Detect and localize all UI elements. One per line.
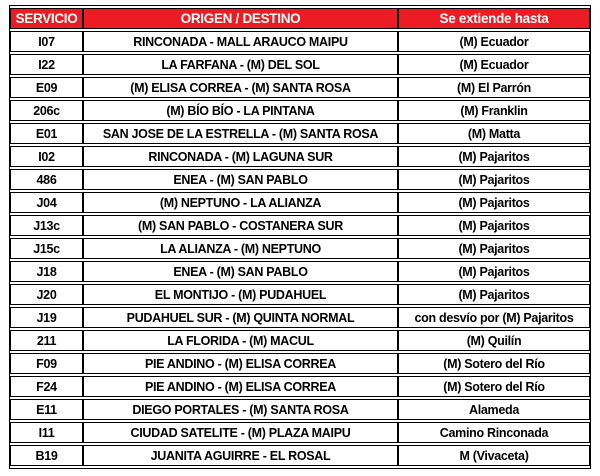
extension-cell: (M) Pajaritos (398, 238, 590, 259)
service-cell: B19 (10, 445, 83, 466)
bus-services-table (9, 5, 591, 469)
extension-cell: Camino Rinconada (398, 422, 590, 443)
extension-cell: (M) Ecuador (398, 31, 590, 52)
extension-cell: (M) Pajaritos (398, 146, 590, 167)
route-cell: (M) ELISA CORREA - (M) SANTA ROSA (83, 77, 398, 98)
route-cell: JUANITA AGUIRRE - EL ROSAL (83, 445, 398, 466)
table-row (10, 192, 590, 213)
service-cell: E01 (10, 123, 83, 144)
route-cell: RINCONADA - (M) LAGUNA SUR (83, 146, 398, 167)
service-cell: J13c (10, 215, 83, 236)
table-row (10, 376, 590, 397)
service-cell: J18 (10, 261, 83, 282)
extension-cell: M (Vivaceta) (398, 445, 590, 466)
extension-cell: (M) Pajaritos (398, 215, 590, 236)
extension-cell: (M) Pajaritos (398, 261, 590, 282)
service-cell: I07 (10, 31, 83, 52)
route-cell: ENEA - (M) SAN PABLO (83, 169, 398, 190)
extension-cell: (M) Sotero del Río (398, 376, 590, 397)
route-cell: LA FLORIDA - (M) MACUL (83, 330, 398, 351)
table-row (10, 238, 590, 259)
service-cell: 211 (10, 330, 83, 351)
service-cell: E09 (10, 77, 83, 98)
route-cell: RINCONADA - MALL ARAUCO MAIPU (83, 31, 398, 52)
service-cell: I02 (10, 146, 83, 167)
table-row (10, 100, 590, 121)
table-row (10, 31, 590, 52)
service-cell: J15c (10, 238, 83, 259)
extension-cell: (M) El Parrón (398, 77, 590, 98)
table-row (10, 353, 590, 374)
table-body (10, 31, 590, 466)
service-cell: E11 (10, 399, 83, 420)
extension-cell: (M) Pajaritos (398, 192, 590, 213)
service-cell: J04 (10, 192, 83, 213)
table-row (10, 169, 590, 190)
table-row (10, 330, 590, 351)
table-row (10, 284, 590, 305)
table-row (10, 261, 590, 282)
route-cell: PIE ANDINO - (M) ELISA CORREA (83, 353, 398, 374)
service-cell: I22 (10, 54, 83, 75)
extension-cell: (M) Ecuador (398, 54, 590, 75)
table-row (10, 399, 590, 420)
table-row (10, 146, 590, 167)
table-row (10, 123, 590, 144)
route-cell: PIE ANDINO - (M) ELISA CORREA (83, 376, 398, 397)
service-cell: J20 (10, 284, 83, 305)
extension-cell: Alameda (398, 399, 590, 420)
service-cell: 206c (10, 100, 83, 121)
route-cell: CIUDAD SATELITE - (M) PLAZA MAIPU (83, 422, 398, 443)
route-cell: LA FARFANA - (M) DEL SOL (83, 54, 398, 75)
route-cell: ENEA - (M) SAN PABLO (83, 261, 398, 282)
table-row (10, 445, 590, 466)
extension-cell: (M) Matta (398, 123, 590, 144)
extension-cell: (M) Franklin (398, 100, 590, 121)
route-cell: DIEGO PORTALES - (M) SANTA ROSA (83, 399, 398, 420)
route-cell: LA ALIANZA - (M) NEPTUNO (83, 238, 398, 259)
extension-cell: (M) Sotero del Río (398, 353, 590, 374)
header-servicio: SERVICIO (10, 8, 83, 29)
header-origen-destino: ORIGEN / DESTINO (83, 8, 398, 29)
route-cell: PUDAHUEL SUR - (M) QUINTA NORMAL (83, 307, 398, 328)
route-cell: (M) BÍO BÍO - LA PINTANA (83, 100, 398, 121)
table-row (10, 215, 590, 236)
extension-cell: (M) Quilín (398, 330, 590, 351)
table-row (10, 307, 590, 328)
extension-cell: con desvío por (M) Pajaritos (398, 307, 590, 328)
service-cell: F24 (10, 376, 83, 397)
extension-cell: (M) Pajaritos (398, 169, 590, 190)
route-cell: (M) SAN PABLO - COSTANERA SUR (83, 215, 398, 236)
header-row (10, 8, 590, 29)
service-cell: J19 (10, 307, 83, 328)
service-cell: 486 (10, 169, 83, 190)
table-row (10, 54, 590, 75)
table-row (10, 77, 590, 98)
extension-cell: (M) Pajaritos (398, 284, 590, 305)
route-cell: (M) NEPTUNO - LA ALIANZA (83, 192, 398, 213)
table-row (10, 422, 590, 443)
service-cell: F09 (10, 353, 83, 374)
service-cell: I11 (10, 422, 83, 443)
route-cell: EL MONTIJO - (M) PUDAHUEL (83, 284, 398, 305)
route-cell: SAN JOSE DE LA ESTRELLA - (M) SANTA ROSA (83, 123, 398, 144)
header-se-extiende-hasta: Se extiende hasta (398, 8, 590, 29)
